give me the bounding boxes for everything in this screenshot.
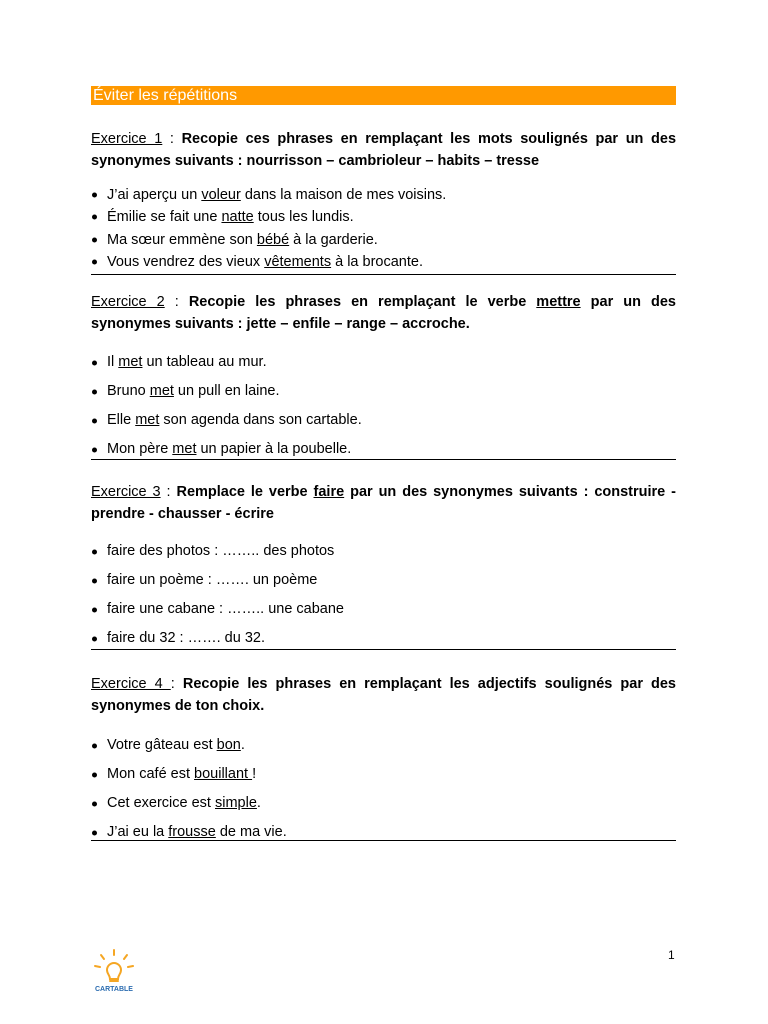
text-run: faire des photos : …….. des photos [107,543,335,559]
list-item [91,406,676,435]
text-run: dans la maison de mes voisins. [240,187,447,203]
page-title: Éviter les répétitions [91,86,676,105]
exercise-label: Exercice 4 [91,676,171,692]
exercise-2 [91,291,676,464]
separator-line [91,649,676,650]
exercise-label: Exercice 2 [91,294,165,310]
list-item [91,377,676,406]
list-item [91,348,676,377]
text-run: faire du 32 : ……. du 32. [107,630,265,646]
exercise-1-list [91,184,676,273]
list-item [91,537,676,566]
list-item [91,206,676,228]
text-run: à la brocante. [331,253,423,270]
text-run: . [240,737,245,753]
exercise-4-list [91,731,676,847]
list-item [91,251,676,273]
text-run: Émilie se fait une [107,209,222,226]
text-run: ! [252,766,257,782]
exercise-3 [91,481,676,653]
text-run: Elle [107,412,136,428]
list-item [91,789,676,818]
text-run: faire un poème : ……. un poème [107,572,318,588]
text-run: faire une cabane : …….. une cabane [107,601,344,617]
exercise-1-heading: Exercice 1 : Recopie ces phrases en remplaçant les mots soulignés par un des synonymes suivants : nourrisson – cambrioleur – habits – tresse [91,131,677,169]
text-run: Vous vendrez des vieux [107,253,265,270]
separator-line [91,840,676,841]
text-run: par un des synonymes suivants : construire - prendre - chausser - écrire [91,484,676,522]
lightbulb-icon [88,948,140,996]
exercise-label: Exercice 3 [91,484,161,500]
exercise-label: Exercice 1 [91,131,163,147]
underlined-word: natte [221,209,254,226]
exercise-4-heading: Exercice 4 : Recopie les phrases en remplaçant les adjectifs soulignés par des synonymes de ton choix. [91,676,676,714]
separator-line [91,459,676,460]
underlined-word: met [118,354,143,370]
list-item [91,229,676,251]
list-item [91,184,676,206]
underlined-word: met [149,383,174,399]
text-run: Votre gâteau est [107,737,217,753]
exercise-1 [91,128,676,273]
text-run: Cet exercice est [107,795,215,811]
list-item [91,818,676,847]
text-run: de ma vie. [215,824,287,840]
underlined-word: bouillant [194,766,253,782]
text-run: un tableau au mur. [142,354,267,370]
exercise-2-heading: Exercice 2 : Recopie les phrases en remplaçant le verbe mettre par un des synonymes suivants : jette – enfile – range – accroche. [91,294,676,332]
text-run: un pull en laine. [173,383,280,399]
text-run: Bruno [107,383,150,399]
text-run: un papier à la poubelle. [196,441,352,457]
text-run: J’ai eu la [107,824,169,840]
page-number: 1 [668,948,675,962]
text-run: Mon père [107,441,173,457]
list-item [91,760,676,789]
text-run: Recopie ces phrases en remplaçant les mots soulignés par un des synonymes suivants : nourrisson – cambrioleur – habits – tresse [91,131,677,169]
text-run: Ma sœur emmène son [107,231,257,248]
separator-line [91,274,676,275]
underlined-word: faire [313,484,345,500]
text-run: Il [107,354,119,370]
text-run: son agenda dans son cartable. [159,412,362,428]
underlined-word: voleur [201,187,241,203]
text-run: Remplace le verbe [176,484,314,500]
text-run: Recopie les phrases en remplaçant le verbe [188,294,537,310]
text-run: tous les lundis. [253,209,354,226]
exercise-4 [91,673,676,847]
exercise-instruction [91,484,676,522]
exercise-2-list [91,348,676,464]
logo-text: CARTABLE [95,986,133,993]
text-run: à la garderie. [289,231,378,248]
text-run: J’ai aperçu un [107,187,202,203]
list-item [91,595,676,624]
underlined-word: simple [215,795,257,811]
underlined-word: met [172,441,197,457]
underlined-word: frousse [168,824,216,840]
underlined-word: met [135,412,160,428]
cartable-logo [88,948,140,996]
underlined-word: vêtements [264,253,332,270]
list-item [91,566,676,595]
underlined-word: mettre [536,294,581,310]
exercise-3-heading: Exercice 3 : Remplace le verbe faire par un des synonymes suivants : construire - prendre - chausser - écrire [91,484,676,522]
text-run: par un des synonymes suivants : jette – enfile – range – accroche. [91,294,676,332]
underlined-word: bon [216,737,241,753]
exercise-3-list [91,537,676,653]
list-item [91,731,676,760]
text-run: Mon café est [107,766,195,782]
underlined-word: bébé [256,231,290,248]
text-run: . [256,795,261,811]
text-run: Recopie les phrases en remplaçant les adjectifs soulignés par des synonymes de ton choix. [91,676,676,714]
